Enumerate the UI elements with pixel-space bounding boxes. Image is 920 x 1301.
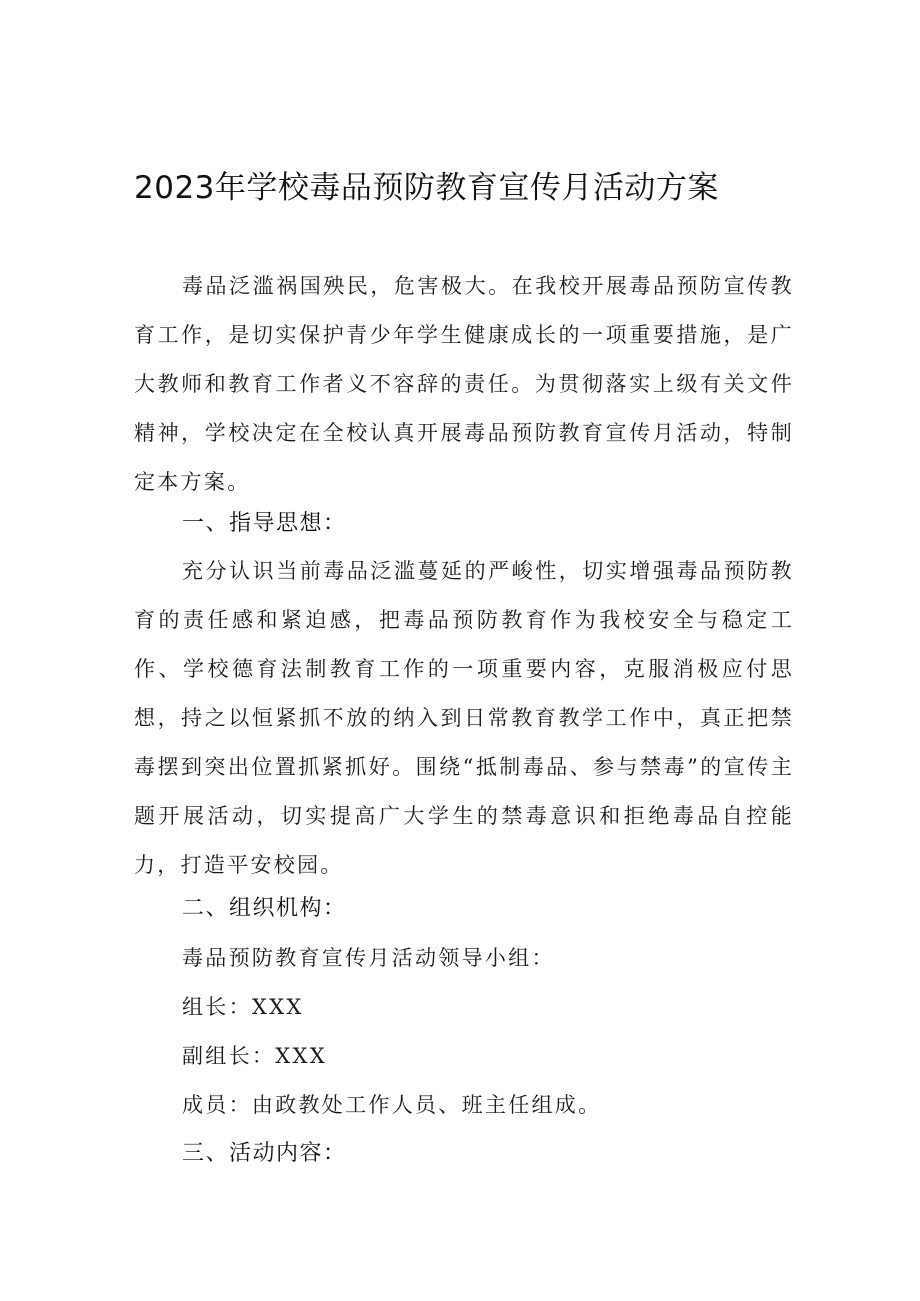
group-leader: 组长：XXX — [182, 995, 304, 1019]
group-members: 成员：由政教处工作人员、班主任组成。 — [182, 1093, 602, 1117]
guiding-ideology-paragraph: 充分认识当前毒品泛滥蔓延的严峻性，切实增强毒品预防教育的责任感和紧迫感，把毒品预防教育作为我校安全与稳定工作、学校德育法制教育工作的一项重要内容，克服消极应付思想，持之以恒紧抓不放的纳入到日常教育教学工作中，真正把禁毒摆到突出位置抓紧抓好。围绕“抵制毒品、参与禁毒”的宣传主题开展活动，切实提高广大学生的禁毒意识和拒绝毒品自控能力，打造平安校园。 — [134, 559, 794, 877]
section-heading-guiding-ideology: 一、指导思想： — [182, 511, 347, 536]
intro-paragraph: 毒品泛滥祸国殃民，危害极大。在我校开展毒品预防宣传教育工作，是切实保护青少年学生健康成长的一项重要措施，是广大教师和教育工作者义不容辞的责任。为贯彻落实上级有关文件精神，学校决定在全校认真开展毒品预防教育宣传月活动，特制定本方案。 — [134, 274, 794, 494]
section-heading-organization: 二、组织机构： — [182, 896, 347, 921]
section-heading-activities: 三、活动内容： — [182, 1141, 347, 1166]
leadership-group-title: 毒品预防教育宣传月活动领导小组： — [182, 946, 555, 970]
document-title: 2023年学校毒品预防教育宣传月活动方案 — [134, 170, 719, 206]
group-deputy-leader: 副组长：XXX — [182, 1044, 327, 1068]
